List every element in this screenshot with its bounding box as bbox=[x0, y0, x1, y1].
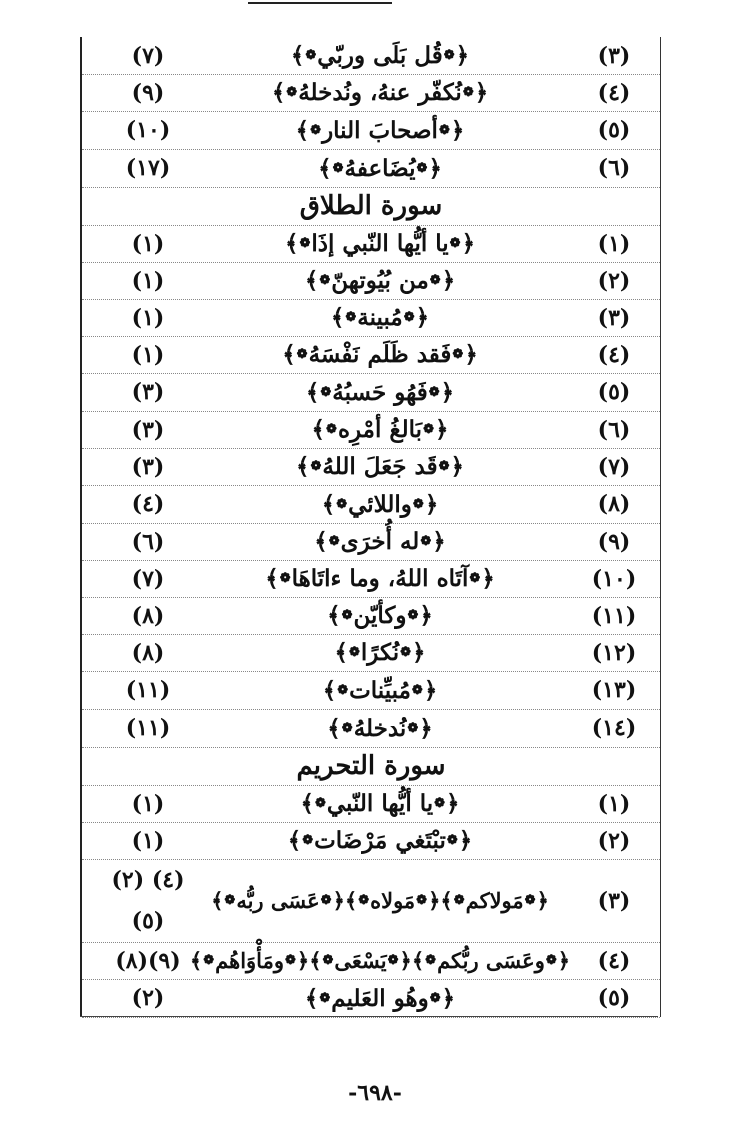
verse-number: (٧) bbox=[597, 453, 631, 480]
quran-fragment: نُكفّر عنهُ، ونُدخلهُ bbox=[298, 79, 462, 106]
quran-fragment: فَقد ظَلَم نَفْسَهُ bbox=[308, 341, 452, 368]
quote-cell bbox=[210, 785, 550, 822]
verse-number: (١٤) bbox=[591, 715, 637, 741]
reference-number: (٧) bbox=[131, 565, 165, 592]
reference-cell bbox=[88, 597, 208, 634]
closing-bracket: ﴾ bbox=[327, 602, 341, 629]
ornament-icon: ❁ bbox=[302, 833, 314, 848]
ornament-icon: ❁ bbox=[341, 608, 353, 623]
reference-number: (٨) bbox=[131, 602, 165, 629]
opening-bracket: ﴿ bbox=[415, 304, 430, 331]
quote-cell bbox=[210, 111, 550, 149]
verse-number: (١) bbox=[597, 230, 631, 257]
quran-fragment: يا أيُّها النّبي bbox=[326, 790, 434, 817]
verse-number: (٣) bbox=[597, 887, 631, 914]
table-row bbox=[82, 979, 660, 1018]
ornament-icon: ❁ bbox=[337, 682, 349, 698]
reference-number: (٢) bbox=[131, 985, 165, 1011]
opening-bracket: ﴿ bbox=[536, 888, 549, 913]
verse-number: (١٣) bbox=[591, 677, 637, 703]
closing-bracket: ﴾ bbox=[330, 304, 345, 331]
quran-fragment: قُل بَلَى وربّي bbox=[317, 42, 443, 69]
quran-fragment: نُدخلهُ bbox=[353, 714, 407, 742]
ornament-icon: ❁ bbox=[296, 347, 308, 362]
reference-cell bbox=[88, 859, 208, 942]
closing-bracket: ﴾ bbox=[284, 230, 299, 257]
closing-bracket: ﴾ bbox=[295, 116, 310, 144]
opening-bracket: ﴿ bbox=[412, 639, 426, 666]
ornament-icon: ❁ bbox=[310, 122, 322, 138]
opening-bracket: ﴿ bbox=[441, 267, 456, 294]
verse-number: (١) bbox=[597, 790, 631, 817]
quran-fragment: نُكرًا bbox=[360, 639, 400, 666]
quran-fragment: ومَأْوَاهُم bbox=[215, 948, 284, 973]
closing-bracket: ﴾ bbox=[309, 948, 322, 973]
top-rule bbox=[248, 2, 392, 4]
quote-cell bbox=[210, 822, 550, 859]
opening-bracket: ﴿ bbox=[557, 948, 571, 973]
quran-fragment: يُضَاعفهُ bbox=[344, 154, 416, 182]
verse-number: (٥) bbox=[597, 379, 631, 405]
table-row bbox=[82, 859, 660, 943]
reference-number: (١٠) bbox=[125, 117, 171, 143]
opening-bracket: ﴿ bbox=[464, 341, 478, 368]
quote-cell bbox=[210, 37, 550, 74]
verse-number: (٢) bbox=[597, 267, 631, 294]
verse-number: (٤) bbox=[597, 341, 631, 368]
table-row bbox=[82, 299, 660, 337]
verse-number: (١١) bbox=[591, 602, 637, 629]
closing-bracket: ﴾ bbox=[327, 714, 341, 742]
closing-bracket: ﴾ bbox=[304, 267, 319, 294]
table-row bbox=[82, 485, 660, 524]
reference-number: (١) bbox=[131, 230, 165, 257]
ornament-icon: ❁ bbox=[434, 796, 446, 811]
opening-bracket: ﴿ bbox=[432, 528, 446, 555]
reference-number: (٥) bbox=[131, 908, 165, 935]
ornament-icon: ❁ bbox=[320, 384, 332, 400]
quote-cell bbox=[210, 149, 550, 187]
verse-number: (٥) bbox=[597, 117, 631, 143]
table-row bbox=[82, 336, 660, 374]
reference-number: (٣) bbox=[131, 416, 165, 443]
quote-cell bbox=[210, 560, 550, 597]
reference-number: (٣) bbox=[131, 453, 165, 480]
opening-bracket: ﴿ bbox=[461, 230, 476, 257]
closing-bracket: ﴾ bbox=[440, 888, 453, 913]
quote-cell bbox=[210, 485, 550, 523]
quote-cell bbox=[210, 671, 550, 709]
reference-cell bbox=[88, 671, 208, 709]
opening-bracket: ﴿ bbox=[446, 790, 460, 817]
surah-heading-row bbox=[82, 187, 660, 226]
quran-fragment: له أُخرَى bbox=[340, 528, 420, 555]
quote-cell bbox=[210, 634, 550, 671]
reference-cell bbox=[88, 979, 208, 1017]
quote-cell bbox=[189, 942, 571, 979]
table-row bbox=[82, 411, 660, 449]
opening-bracket: ﴿ bbox=[434, 416, 449, 443]
closing-bracket: ﴾ bbox=[314, 528, 328, 555]
quran-fragment: واللائي bbox=[348, 490, 412, 518]
ornament-icon: ❁ bbox=[400, 645, 411, 660]
opening-bracket: ﴿ bbox=[428, 154, 442, 182]
quote-cell bbox=[210, 597, 550, 634]
ornament-icon: ❁ bbox=[319, 273, 331, 288]
ornament-icon: ❁ bbox=[310, 459, 322, 474]
closing-bracket: ﴾ bbox=[300, 790, 314, 817]
ornament-icon: ❁ bbox=[224, 893, 236, 908]
table-row bbox=[82, 597, 660, 635]
surah-heading: سورة الطلاق bbox=[299, 191, 443, 221]
ornament-icon: ❁ bbox=[332, 160, 344, 176]
opening-bracket: ﴿ bbox=[332, 888, 345, 913]
reference-cell bbox=[88, 411, 208, 448]
quran-fragment: أصحابَ النار bbox=[322, 116, 438, 144]
reference-number: (١١) bbox=[125, 677, 171, 703]
index-table bbox=[80, 37, 661, 1017]
opening-bracket: ﴿ bbox=[399, 948, 412, 973]
table-row bbox=[82, 560, 660, 598]
ornament-icon: ❁ bbox=[453, 893, 465, 908]
ornament-icon: ❁ bbox=[345, 310, 357, 325]
opening-bracket: ﴿ bbox=[450, 116, 465, 144]
quote-cell bbox=[210, 225, 550, 262]
quran-fragment: مَولاه bbox=[370, 888, 416, 913]
closing-bracket: ﴾ bbox=[287, 827, 302, 854]
ornament-icon: ❁ bbox=[416, 893, 428, 908]
reference-cell bbox=[88, 560, 208, 597]
table-row bbox=[82, 942, 660, 980]
table-row bbox=[82, 74, 660, 112]
reference-cell bbox=[88, 37, 208, 74]
quote-cell bbox=[210, 859, 550, 942]
verse-number: (٤) bbox=[597, 947, 631, 974]
reference-cell bbox=[88, 634, 208, 671]
opening-bracket: ﴿ bbox=[458, 827, 473, 854]
table-row bbox=[82, 111, 660, 150]
opening-bracket: ﴿ bbox=[455, 42, 470, 69]
ornament-icon: ❁ bbox=[407, 608, 419, 623]
ornament-icon: ❁ bbox=[416, 160, 428, 176]
table-row bbox=[82, 822, 660, 860]
reference-cell bbox=[88, 74, 208, 111]
table-row bbox=[82, 37, 660, 75]
closing-bracket: ﴾ bbox=[321, 490, 336, 518]
ornament-icon: ❁ bbox=[429, 990, 441, 1006]
opening-bracket: ﴿ bbox=[481, 565, 495, 592]
ornament-icon: ❁ bbox=[403, 310, 415, 325]
ornament-icon: ❁ bbox=[452, 347, 464, 362]
quran-fragment: يَسْعَى bbox=[334, 948, 387, 973]
table-row bbox=[82, 709, 660, 748]
reference-number: (٧) bbox=[131, 42, 165, 69]
ornament-icon: ❁ bbox=[305, 48, 317, 63]
ornament-icon: ❁ bbox=[420, 534, 432, 549]
closing-bracket: ﴾ bbox=[318, 154, 332, 182]
opening-bracket: ﴿ bbox=[450, 453, 464, 480]
opening-bracket: ﴿ bbox=[419, 602, 433, 629]
quran-fragment: مُبينة bbox=[357, 304, 403, 331]
opening-bracket: ﴿ bbox=[474, 79, 489, 106]
reference-number: (١) bbox=[131, 341, 165, 368]
page-number: -٦٩٨- bbox=[348, 1080, 402, 1106]
reference-cell bbox=[88, 485, 208, 523]
reference-cell bbox=[88, 709, 208, 747]
surah-heading-row bbox=[82, 747, 660, 786]
ornament-icon: ❁ bbox=[443, 48, 455, 63]
ornament-icon: ❁ bbox=[469, 571, 481, 586]
quran-fragment: آتَاه اللهُ، وما ءاتَاهَا bbox=[291, 565, 469, 592]
ornament-icon: ❁ bbox=[446, 833, 458, 848]
closing-bracket: ﴾ bbox=[305, 378, 320, 406]
reference-cell bbox=[88, 149, 208, 187]
verse-number: (١٠) bbox=[591, 565, 637, 592]
opening-bracket: ﴿ bbox=[423, 676, 438, 704]
reference-number: (٨) bbox=[131, 639, 165, 666]
table-row bbox=[82, 785, 660, 823]
quran-fragment: يا أيُّها النّبي إذَا bbox=[311, 230, 449, 257]
opening-bracket: ﴿ bbox=[424, 490, 439, 518]
reference-number: (٩) bbox=[131, 79, 165, 106]
table-row bbox=[82, 523, 660, 561]
reference-cell bbox=[88, 822, 208, 859]
table-row bbox=[82, 225, 660, 263]
reference-number: (١) bbox=[131, 304, 165, 331]
quote-cell bbox=[210, 336, 550, 373]
ornament-icon: ❁ bbox=[319, 990, 331, 1006]
surah-heading: سورة التحريم bbox=[296, 751, 446, 781]
reference-number: (٦) bbox=[131, 528, 165, 555]
ornament-icon: ❁ bbox=[326, 422, 337, 437]
ornament-icon: ❁ bbox=[438, 122, 450, 138]
ornament-icon: ❁ bbox=[423, 422, 434, 437]
quote-cell bbox=[210, 448, 550, 485]
ornament-icon: ❁ bbox=[438, 459, 450, 474]
quran-fragment: من بُيُوتهنّ bbox=[331, 267, 429, 294]
verse-number: (٤) bbox=[597, 79, 631, 106]
reference-number: (٤) bbox=[131, 491, 165, 517]
table-row bbox=[82, 448, 660, 486]
verse-number: (٣) bbox=[597, 42, 631, 69]
verse-number: (٦) bbox=[597, 416, 631, 443]
closing-bracket: ﴾ bbox=[265, 565, 279, 592]
table-row bbox=[82, 634, 660, 672]
ornament-icon: ❁ bbox=[387, 953, 399, 968]
reference-cell bbox=[88, 225, 208, 262]
closing-bracket: ﴾ bbox=[271, 79, 286, 106]
quote-cell bbox=[210, 523, 550, 560]
closing-bracket: ﴾ bbox=[311, 416, 326, 443]
ornament-icon: ❁ bbox=[425, 953, 437, 968]
ornament-icon: ❁ bbox=[358, 893, 370, 908]
quran-fragment: وكأيّن bbox=[353, 602, 407, 629]
ornament-icon: ❁ bbox=[299, 236, 311, 251]
table-row bbox=[82, 373, 660, 412]
reference-number: (١) bbox=[131, 827, 165, 854]
ornament-icon: ❁ bbox=[412, 496, 424, 512]
verse-number: (٦) bbox=[597, 155, 631, 181]
ornament-icon: ❁ bbox=[449, 236, 461, 251]
reference-cell bbox=[88, 262, 208, 299]
reference-number: (١) bbox=[131, 790, 165, 817]
ornament-icon: ❁ bbox=[341, 720, 353, 736]
opening-bracket: ﴿ bbox=[419, 714, 433, 742]
closing-bracket: ﴾ bbox=[290, 42, 305, 69]
reference-cell bbox=[88, 299, 208, 336]
reference-cell bbox=[88, 785, 208, 822]
ornament-icon: ❁ bbox=[429, 273, 441, 288]
ornament-icon: ❁ bbox=[411, 682, 423, 698]
ornament-icon: ❁ bbox=[314, 796, 326, 811]
quran-fragment: وعَسَى ربُّكم bbox=[437, 948, 545, 973]
opening-bracket: ﴿ bbox=[440, 378, 455, 406]
reference-number: (٣) bbox=[131, 379, 165, 405]
opening-bracket: ﴿ bbox=[441, 984, 456, 1012]
quran-fragment: وهُو العَليم bbox=[331, 984, 429, 1012]
ornament-icon: ❁ bbox=[349, 645, 360, 660]
quran-fragment: مُبيِّنات bbox=[349, 676, 411, 704]
closing-bracket: ﴾ bbox=[282, 341, 296, 368]
reference-number: (١١) bbox=[125, 715, 171, 741]
reference-number: (١) bbox=[131, 267, 165, 294]
closing-bracket: ﴾ bbox=[411, 948, 425, 973]
quote-cell bbox=[210, 262, 550, 299]
table-row bbox=[82, 149, 660, 188]
verse-number: (١٢) bbox=[591, 639, 637, 666]
closing-bracket: ﴾ bbox=[334, 639, 348, 666]
verse-number: (٢) bbox=[597, 827, 631, 854]
ornament-icon: ❁ bbox=[336, 496, 348, 512]
closing-bracket: ﴾ bbox=[304, 984, 319, 1012]
reference-cell bbox=[88, 523, 208, 560]
quote-cell bbox=[210, 74, 550, 111]
ornament-icon: ❁ bbox=[462, 85, 474, 100]
quote-cell bbox=[210, 373, 550, 411]
reference-number: (٨)(٩) bbox=[115, 947, 181, 974]
ornament-icon: ❁ bbox=[524, 893, 536, 908]
verse-number: (٣) bbox=[597, 304, 631, 331]
reference-number: (٢) (٤) bbox=[111, 866, 185, 893]
verse-number: (٩) bbox=[597, 528, 631, 555]
reference-number: (١٧) bbox=[125, 155, 171, 181]
reference-cell bbox=[88, 373, 208, 411]
reference-cell bbox=[88, 336, 208, 373]
quote-cell bbox=[210, 411, 550, 448]
verse-number: (٨) bbox=[597, 491, 631, 517]
bottom-rule bbox=[80, 1016, 658, 1017]
closing-bracket: ﴾ bbox=[211, 888, 224, 913]
ornament-icon: ❁ bbox=[545, 953, 557, 968]
quran-fragment: بَالغُ أمْرِه bbox=[337, 416, 423, 443]
table-row bbox=[82, 671, 660, 710]
ornament-icon: ❁ bbox=[284, 953, 296, 968]
ornament-icon: ❁ bbox=[320, 893, 332, 908]
reference-cell bbox=[88, 448, 208, 485]
ornament-icon: ❁ bbox=[328, 534, 340, 549]
table-row bbox=[82, 262, 660, 300]
closing-bracket: ﴾ bbox=[296, 453, 310, 480]
ornament-icon: ❁ bbox=[279, 571, 291, 586]
opening-bracket: ﴿ bbox=[428, 888, 441, 913]
opening-bracket: ﴿ bbox=[296, 948, 310, 973]
ornament-icon: ❁ bbox=[286, 85, 298, 100]
closing-bracket: ﴾ bbox=[344, 888, 358, 913]
closing-bracket: ﴾ bbox=[322, 676, 337, 704]
quote-cell bbox=[210, 709, 550, 747]
ornament-icon: ❁ bbox=[322, 953, 334, 968]
quote-cell bbox=[210, 979, 550, 1017]
closing-bracket: ﴾ bbox=[189, 948, 203, 973]
quote-cell bbox=[210, 299, 550, 336]
ornament-icon: ❁ bbox=[428, 384, 440, 400]
verse-number: (٥) bbox=[597, 985, 631, 1011]
reference-cell bbox=[88, 111, 208, 149]
quran-fragment: فَهُو حَسبُهُ bbox=[332, 378, 428, 406]
ornament-icon: ❁ bbox=[203, 953, 215, 968]
quran-fragment: قَد جَعَلَ اللهُ bbox=[322, 453, 438, 480]
quran-fragment: تبْتَغي مَرْضَات bbox=[314, 827, 446, 854]
ornament-icon: ❁ bbox=[407, 720, 419, 736]
quran-fragment: مَولاكم bbox=[465, 888, 524, 913]
quran-fragment: عَسَى ربُّه bbox=[236, 888, 320, 913]
